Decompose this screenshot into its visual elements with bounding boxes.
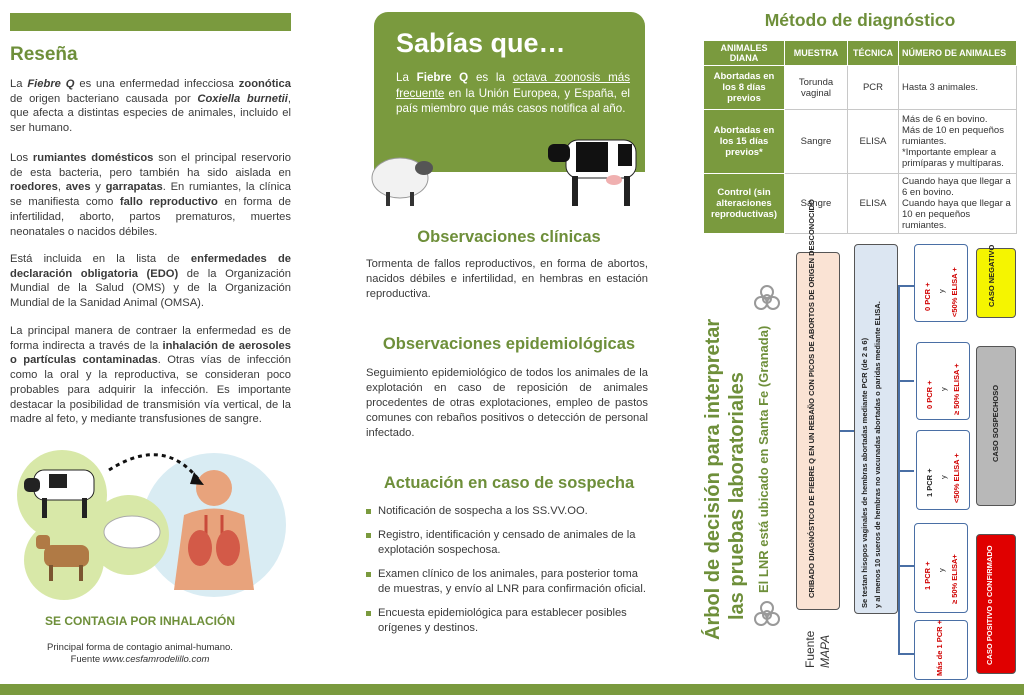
- epidemiological-text: Seguimiento epidemiológico de todos los animales de la explotación en caso de reposición de animales procedentes de otras explotaciones, empleo de pastos comunes con rebaños positivos o detección de personal infectado.: [366, 367, 648, 439]
- table-header: ANIMALES DIANA: [704, 41, 785, 66]
- header-bar: [10, 13, 291, 31]
- table-row: Abortadas en los 8 días previos Torunda vaginal PCR Hasta 3 animales.: [704, 66, 1017, 110]
- connector: [898, 380, 914, 382]
- sampling-box: Se testan hisopos vaginales de hembras abortadas mediante PCR (de 2 a 6) y al menos 10 sueros de hembras no vacunadas abortadas o paridas mediante ELISA.: [854, 244, 898, 614]
- paragraph-transmission: La principal manera de contraer la enfermedad es de forma indirecta a través de la inhalación de aerosoles o partículas contaminadas. Otras vías de infección como la oral y la reproductiva, se consideran poco probables para adquirir la infección. Es importante destacar la posibilidad de transmisión vía vertical, de la madre al feto, y mediante transfusiones de sangre.: [10, 325, 292, 426]
- result-box-4: 1 PCR + y ≥ 50% ELISA+: [914, 523, 968, 613]
- inhalation-illustration: [14, 440, 294, 610]
- diagnosis-title: Método de diagnóstico: [764, 10, 956, 30]
- source-label: Fuente: [803, 630, 817, 668]
- biohazard-icon: [752, 284, 782, 314]
- did-you-know-title: Sabías que…: [396, 28, 566, 58]
- connector: [898, 653, 914, 655]
- clinical-text: Tormenta de fallos reproductivos, en forma de abortos, nacidos débiles e infertilidad, en hembras en estación reproductiva.: [366, 258, 648, 300]
- sheep-icon: [104, 516, 160, 548]
- tree-subtitle: El LNR está ubicado en Santa Fe (Granada): [756, 325, 771, 593]
- table-row: Abortadas en los 15 días previos* Sangre ELISA Más de 6 en bovino. Más de 10 en pequeños rumiantes. *Importante emplear a primíparas y multíparas.: [704, 110, 1017, 174]
- biohazard-icon: [752, 600, 782, 630]
- result-box-3: 1 PCR + y <50% ELISA +: [916, 430, 970, 510]
- connector: [840, 430, 854, 432]
- negative-case-box: CASO NEGATIVO: [976, 248, 1016, 318]
- suspect-case-box: CASO SOSPECHOSO: [976, 346, 1016, 506]
- screening-box: CRIBADO DIAGNÓSTICO DE FIEBRE Q EN UN REBAÑO CON PICOS DE ABORTOS DE ORIGEN DESCONOCIDO: [796, 252, 840, 610]
- table-header: TÉCNICA: [848, 41, 899, 66]
- action-title: Actuación en caso de sospecha: [383, 474, 635, 492]
- did-you-know-text: La Fiebre Q es la octava zoonosis más frecuente en la Unión Europea, y España, el país miembro que más casos notifica al año.: [396, 71, 631, 115]
- list-item: Encuesta epidemiológica para establecer posibles orígenes y destinos.: [366, 606, 648, 636]
- list-item: Examen clínico de los animales, para posterior toma de muestras, y envío al LNR para confirmación oficial.: [366, 567, 648, 597]
- connector: [898, 565, 914, 567]
- connector: [898, 470, 914, 472]
- cow-icon: [548, 140, 636, 206]
- diagnosis-table: [703, 40, 1017, 234]
- paragraph-reservoir: Los rumiantes domésticos son el principal reservorio de esta bacteria, pero también ha sido aislada en roedores, aves y garrapatas. En rumiantes, la clínica se manifiesta como fallo reproductivo en forma de infertilidad, aborto, partos prematuros, muertes neonatales o nacidos débiles.: [10, 152, 292, 238]
- result-box-2: 0 PCR + y ≥ 50% ELISA +: [916, 342, 970, 420]
- section-title-resena: Reseña: [10, 44, 78, 65]
- connector: [898, 285, 914, 287]
- source-name: MAPA: [818, 634, 832, 668]
- epidemiological-title: Observaciones epidemiológicas: [382, 335, 636, 353]
- tree-title-line1: Árbol de decisión para interpretar: [702, 318, 724, 640]
- result-box-1: 0 PCR + y <50% ELISA +: [914, 244, 968, 322]
- clinical-title: Observaciones clínicas: [417, 228, 601, 246]
- illustration-caption: Principal forma de contagio animal-humano. Fuente www.cesfamrodelillo.com: [47, 642, 233, 665]
- tree-title-line2: las pruebas laboratoriales: [726, 372, 748, 620]
- livestock-illustration: [366, 130, 656, 215]
- result-box-5: Más de 1 PCR +: [914, 620, 968, 680]
- paragraph-intro: La Fiebre Q es una enfermedad infecciosa zoonótica de origen bacteriano causada por Coxiella burnetii, que afecta a distintas especies de animales, incluido el ser humano.: [10, 78, 292, 135]
- table-row: Control (sin alteraciones reproductivas) Sangre ELISA Cuando haya que llegar a 6 en bovino. Cuando haya que llegar a 10 en pequeños rumiantes.: [704, 174, 1017, 234]
- list-item: Notificación de sospecha a los SS.VV.OO.: [366, 504, 648, 519]
- positive-case-box: CASO POSITIVO o CONFIRMADO: [976, 534, 1016, 674]
- list-item: Registro, identificación y censado de animales de la explotación sospechosa.: [366, 528, 648, 558]
- footer-bar: [0, 684, 1024, 695]
- paragraph-edo: Está incluida en la lista de enfermedades de declaración obligatoria (EDO) de la Organización Mundial de la Salud (OMS) y de la Organización Mundial de la Sanidad Animal (OMSA).: [10, 253, 292, 310]
- inhalation-title: SE CONTAGIA POR INHALACIÓN: [44, 614, 235, 628]
- table-header: MUESTRA: [785, 41, 848, 66]
- sheep-icon: [372, 158, 433, 206]
- table-header: NÚMERO DE ANIMALES: [899, 41, 1017, 66]
